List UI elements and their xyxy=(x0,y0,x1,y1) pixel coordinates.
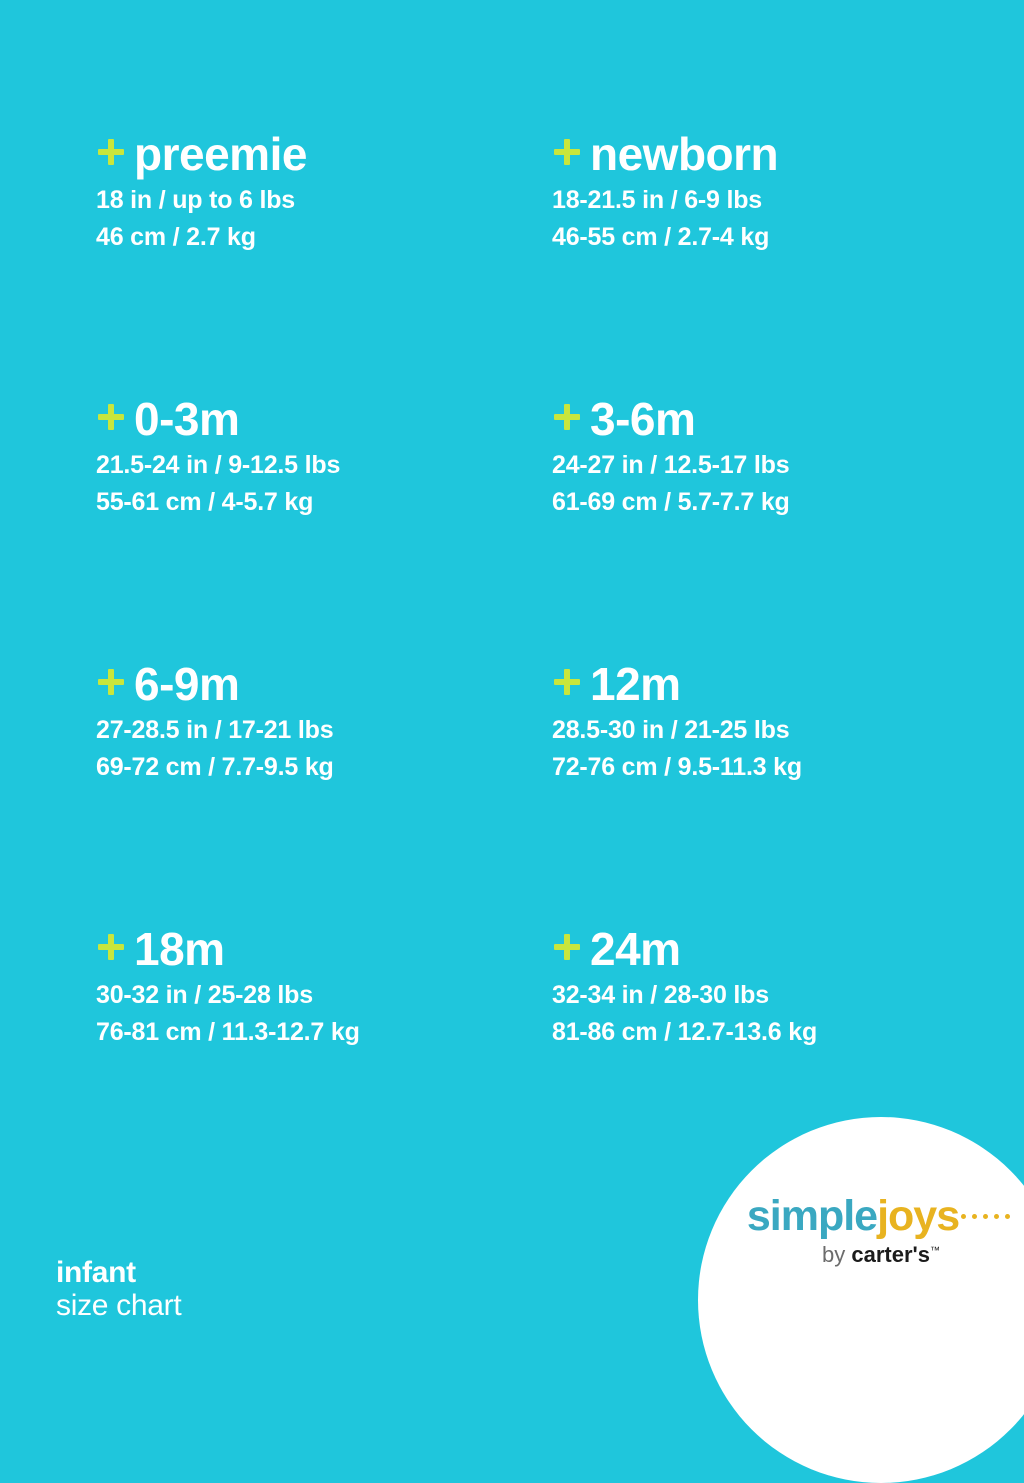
size-label: 24m xyxy=(590,923,681,975)
size-label: newborn xyxy=(590,128,779,180)
plus-icon xyxy=(96,137,126,167)
size-metric: 72-76 cm / 9.5-11.3 kg xyxy=(552,752,802,781)
brand-name-joys: joys xyxy=(877,1192,960,1240)
size-entry-3-6m xyxy=(512,395,1024,660)
size-imperial: 27-28.5 in / 17-21 lbs xyxy=(96,716,334,745)
plus-icon xyxy=(552,402,582,432)
plus-icon xyxy=(552,667,582,697)
brand-by-text: by xyxy=(822,1242,852,1267)
size-heading xyxy=(96,395,512,443)
chart-footer xyxy=(56,1256,181,1323)
size-imperial: 21.5-24 in / 9-12.5 lbs xyxy=(96,451,341,480)
size-heading xyxy=(552,395,1024,443)
size-label: 3-6m xyxy=(590,393,696,445)
size-metric: 76-81 cm / 11.3-12.7 kg xyxy=(96,1017,360,1046)
size-metric: 61-69 cm / 5.7-7.7 kg xyxy=(552,487,790,516)
size-entry-0-3m xyxy=(0,395,512,660)
size-imperial: 18-21.5 in / 6-9 lbs xyxy=(552,186,762,215)
size-imperial: 18 in / up to 6 lbs xyxy=(96,186,296,215)
size-label: 6-9m xyxy=(134,658,240,710)
size-label: 0-3m xyxy=(134,393,240,445)
plus-icon xyxy=(96,402,126,432)
brand-byline xyxy=(698,1244,1024,1266)
plus-icon xyxy=(96,667,126,697)
size-metric: 69-72 cm / 7.7-9.5 kg xyxy=(96,752,334,781)
size-imperial: 32-34 in / 28-30 lbs xyxy=(552,981,769,1010)
size-entry-preemie xyxy=(0,130,512,395)
size-imperial: 30-32 in / 25-28 lbs xyxy=(96,981,313,1010)
plus-icon xyxy=(552,932,582,962)
footer-title: infant xyxy=(56,1255,136,1289)
size-entry-newborn xyxy=(512,130,1024,395)
size-heading xyxy=(96,130,512,178)
size-heading xyxy=(96,660,512,708)
dots-icon xyxy=(961,1214,1015,1220)
plus-icon xyxy=(552,137,582,167)
size-entry-12m xyxy=(512,660,1024,925)
size-entry-6-9m xyxy=(0,660,512,925)
brand-name-simple: simple xyxy=(746,1192,878,1240)
trademark-icon: ™ xyxy=(929,1245,940,1257)
brand-name xyxy=(698,1192,1024,1240)
size-heading xyxy=(552,925,1024,973)
size-heading xyxy=(552,130,1024,178)
size-heading xyxy=(552,660,1024,708)
size-chart-grid xyxy=(0,130,1024,1190)
size-metric: 46 cm / 2.7 kg xyxy=(96,222,256,251)
size-metric: 81-86 cm / 12.7-13.6 kg xyxy=(552,1017,818,1046)
size-metric: 55-61 cm / 4-5.7 kg xyxy=(96,487,314,516)
size-imperial: 28.5-30 in / 21-25 lbs xyxy=(552,716,790,745)
brand-logo-inner xyxy=(698,1192,1024,1267)
size-heading xyxy=(96,925,512,973)
size-label: 18m xyxy=(134,923,225,975)
size-label: 12m xyxy=(590,658,681,710)
plus-icon xyxy=(96,932,126,962)
size-label: preemie xyxy=(134,128,307,180)
size-entry-18m xyxy=(0,925,512,1190)
footer-subtitle: size chart xyxy=(56,1289,182,1323)
brand-company: carter's xyxy=(851,1242,930,1267)
size-metric: 46-55 cm / 2.7-4 kg xyxy=(552,222,770,251)
size-imperial: 24-27 in / 12.5-17 lbs xyxy=(552,451,790,480)
